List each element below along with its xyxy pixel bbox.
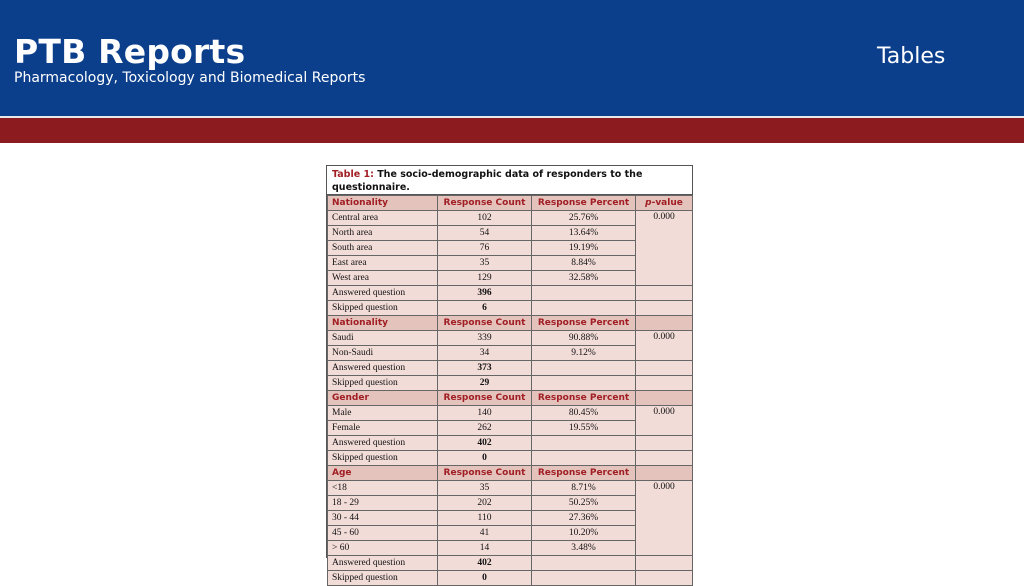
column-header: Response Percent [532,196,636,211]
answered-label: Answered question [328,361,438,376]
empty-cell [636,361,693,376]
row-label: 45 - 60 [328,526,438,541]
column-header: Age [328,466,438,481]
response-count: 35 [438,256,532,271]
table-header-row [328,391,693,406]
empty-cell [532,376,636,391]
response-count: 262 [438,421,532,436]
table-row [328,406,693,421]
skipped-question-row [328,451,693,466]
row-label: North area [328,226,438,241]
column-header: Response Count [438,466,532,481]
column-header [636,196,693,211]
response-count: 14 [438,541,532,556]
empty-cell [532,556,636,571]
answered-question-row [328,556,693,571]
empty-cell [636,571,693,586]
empty-cell [636,286,693,301]
response-count: 339 [438,331,532,346]
row-label: 18 - 29 [328,496,438,511]
sociodemographic-table [327,195,693,586]
p-value: 0.000 [636,211,693,286]
response-count: 102 [438,211,532,226]
skipped-count: 0 [438,451,532,466]
response-percent: 19.19% [532,241,636,256]
skipped-label: Skipped question [328,571,438,586]
p-value: 0.000 [636,331,693,361]
table-header-row [328,316,693,331]
p-value: 0.000 [636,406,693,436]
column-header: Response Count [438,391,532,406]
answered-label: Answered question [328,556,438,571]
skipped-question-row [328,301,693,316]
journal-subtitle: Pharmacology, Toxicology and Biomedical Reports [14,70,366,86]
column-header [636,466,693,481]
response-percent: 8.84% [532,256,636,271]
row-label: <18 [328,481,438,496]
empty-cell [532,451,636,466]
skipped-question-row [328,376,693,391]
row-label: South area [328,241,438,256]
header-banner [0,0,1024,116]
table-row [328,481,693,496]
column-header: Response Percent [532,466,636,481]
skipped-question-row [328,571,693,586]
skipped-count: 29 [438,376,532,391]
response-percent: 27.36% [532,511,636,526]
empty-cell [532,571,636,586]
answered-label: Answered question [328,286,438,301]
empty-cell [636,376,693,391]
table-header-row [328,466,693,481]
empty-cell [532,301,636,316]
skipped-label: Skipped question [328,301,438,316]
column-header: Gender [328,391,438,406]
skipped-count: 0 [438,571,532,586]
empty-cell [636,436,693,451]
data-table-figure [326,165,693,583]
response-count: 140 [438,406,532,421]
response-percent: 90.88% [532,331,636,346]
response-percent: 19.55% [532,421,636,436]
p-value-header: p-value [645,197,683,208]
table-caption [327,166,692,195]
response-count: 54 [438,226,532,241]
response-count: 35 [438,481,532,496]
response-percent: 25.76% [532,211,636,226]
empty-cell [532,286,636,301]
response-count: 76 [438,241,532,256]
skipped-count: 6 [438,301,532,316]
empty-cell [636,301,693,316]
column-header [636,391,693,406]
response-percent: 80.45% [532,406,636,421]
empty-cell [636,556,693,571]
response-percent: 50.25% [532,496,636,511]
answered-count: 402 [438,556,532,571]
row-label: Central area [328,211,438,226]
answered-count: 396 [438,286,532,301]
row-label: Non-Saudi [328,346,438,361]
empty-cell [532,436,636,451]
column-header: Nationality [328,196,438,211]
journal-title: PTB Reports [14,32,246,71]
row-label: > 60 [328,541,438,556]
response-count: 34 [438,346,532,361]
column-header: Response Percent [532,391,636,406]
column-header: Nationality [328,316,438,331]
table-row [328,211,693,226]
answered-count: 373 [438,361,532,376]
response-percent: 9.12% [532,346,636,361]
p-value: 0.000 [636,481,693,556]
answered-label: Answered question [328,436,438,451]
table-caption-text: The socio-demographic data of responders to the questionnaire. [332,169,643,193]
response-percent: 3.48% [532,541,636,556]
answered-question-row [328,286,693,301]
response-percent: 8.71% [532,481,636,496]
row-label: West area [328,271,438,286]
skipped-label: Skipped question [328,376,438,391]
row-label: Saudi [328,331,438,346]
empty-cell [532,361,636,376]
row-label: East area [328,256,438,271]
column-header: Response Count [438,316,532,331]
table-header-row [328,196,693,211]
accent-band [0,118,1024,143]
row-label: Male [328,406,438,421]
response-count: 202 [438,496,532,511]
section-label: Tables [877,44,946,69]
row-label: Female [328,421,438,436]
answered-count: 402 [438,436,532,451]
answered-question-row [328,361,693,376]
response-percent: 13.64% [532,226,636,241]
empty-cell [636,451,693,466]
table-caption-label: Table 1: [332,169,374,180]
response-percent: 10.20% [532,526,636,541]
response-count: 41 [438,526,532,541]
answered-question-row [328,436,693,451]
skipped-label: Skipped question [328,451,438,466]
row-label: 30 - 44 [328,511,438,526]
table-row [328,331,693,346]
response-count: 110 [438,511,532,526]
response-percent: 32.58% [532,271,636,286]
column-header: Response Count [438,196,532,211]
column-header: Response Percent [532,316,636,331]
column-header [636,316,693,331]
response-count: 129 [438,271,532,286]
